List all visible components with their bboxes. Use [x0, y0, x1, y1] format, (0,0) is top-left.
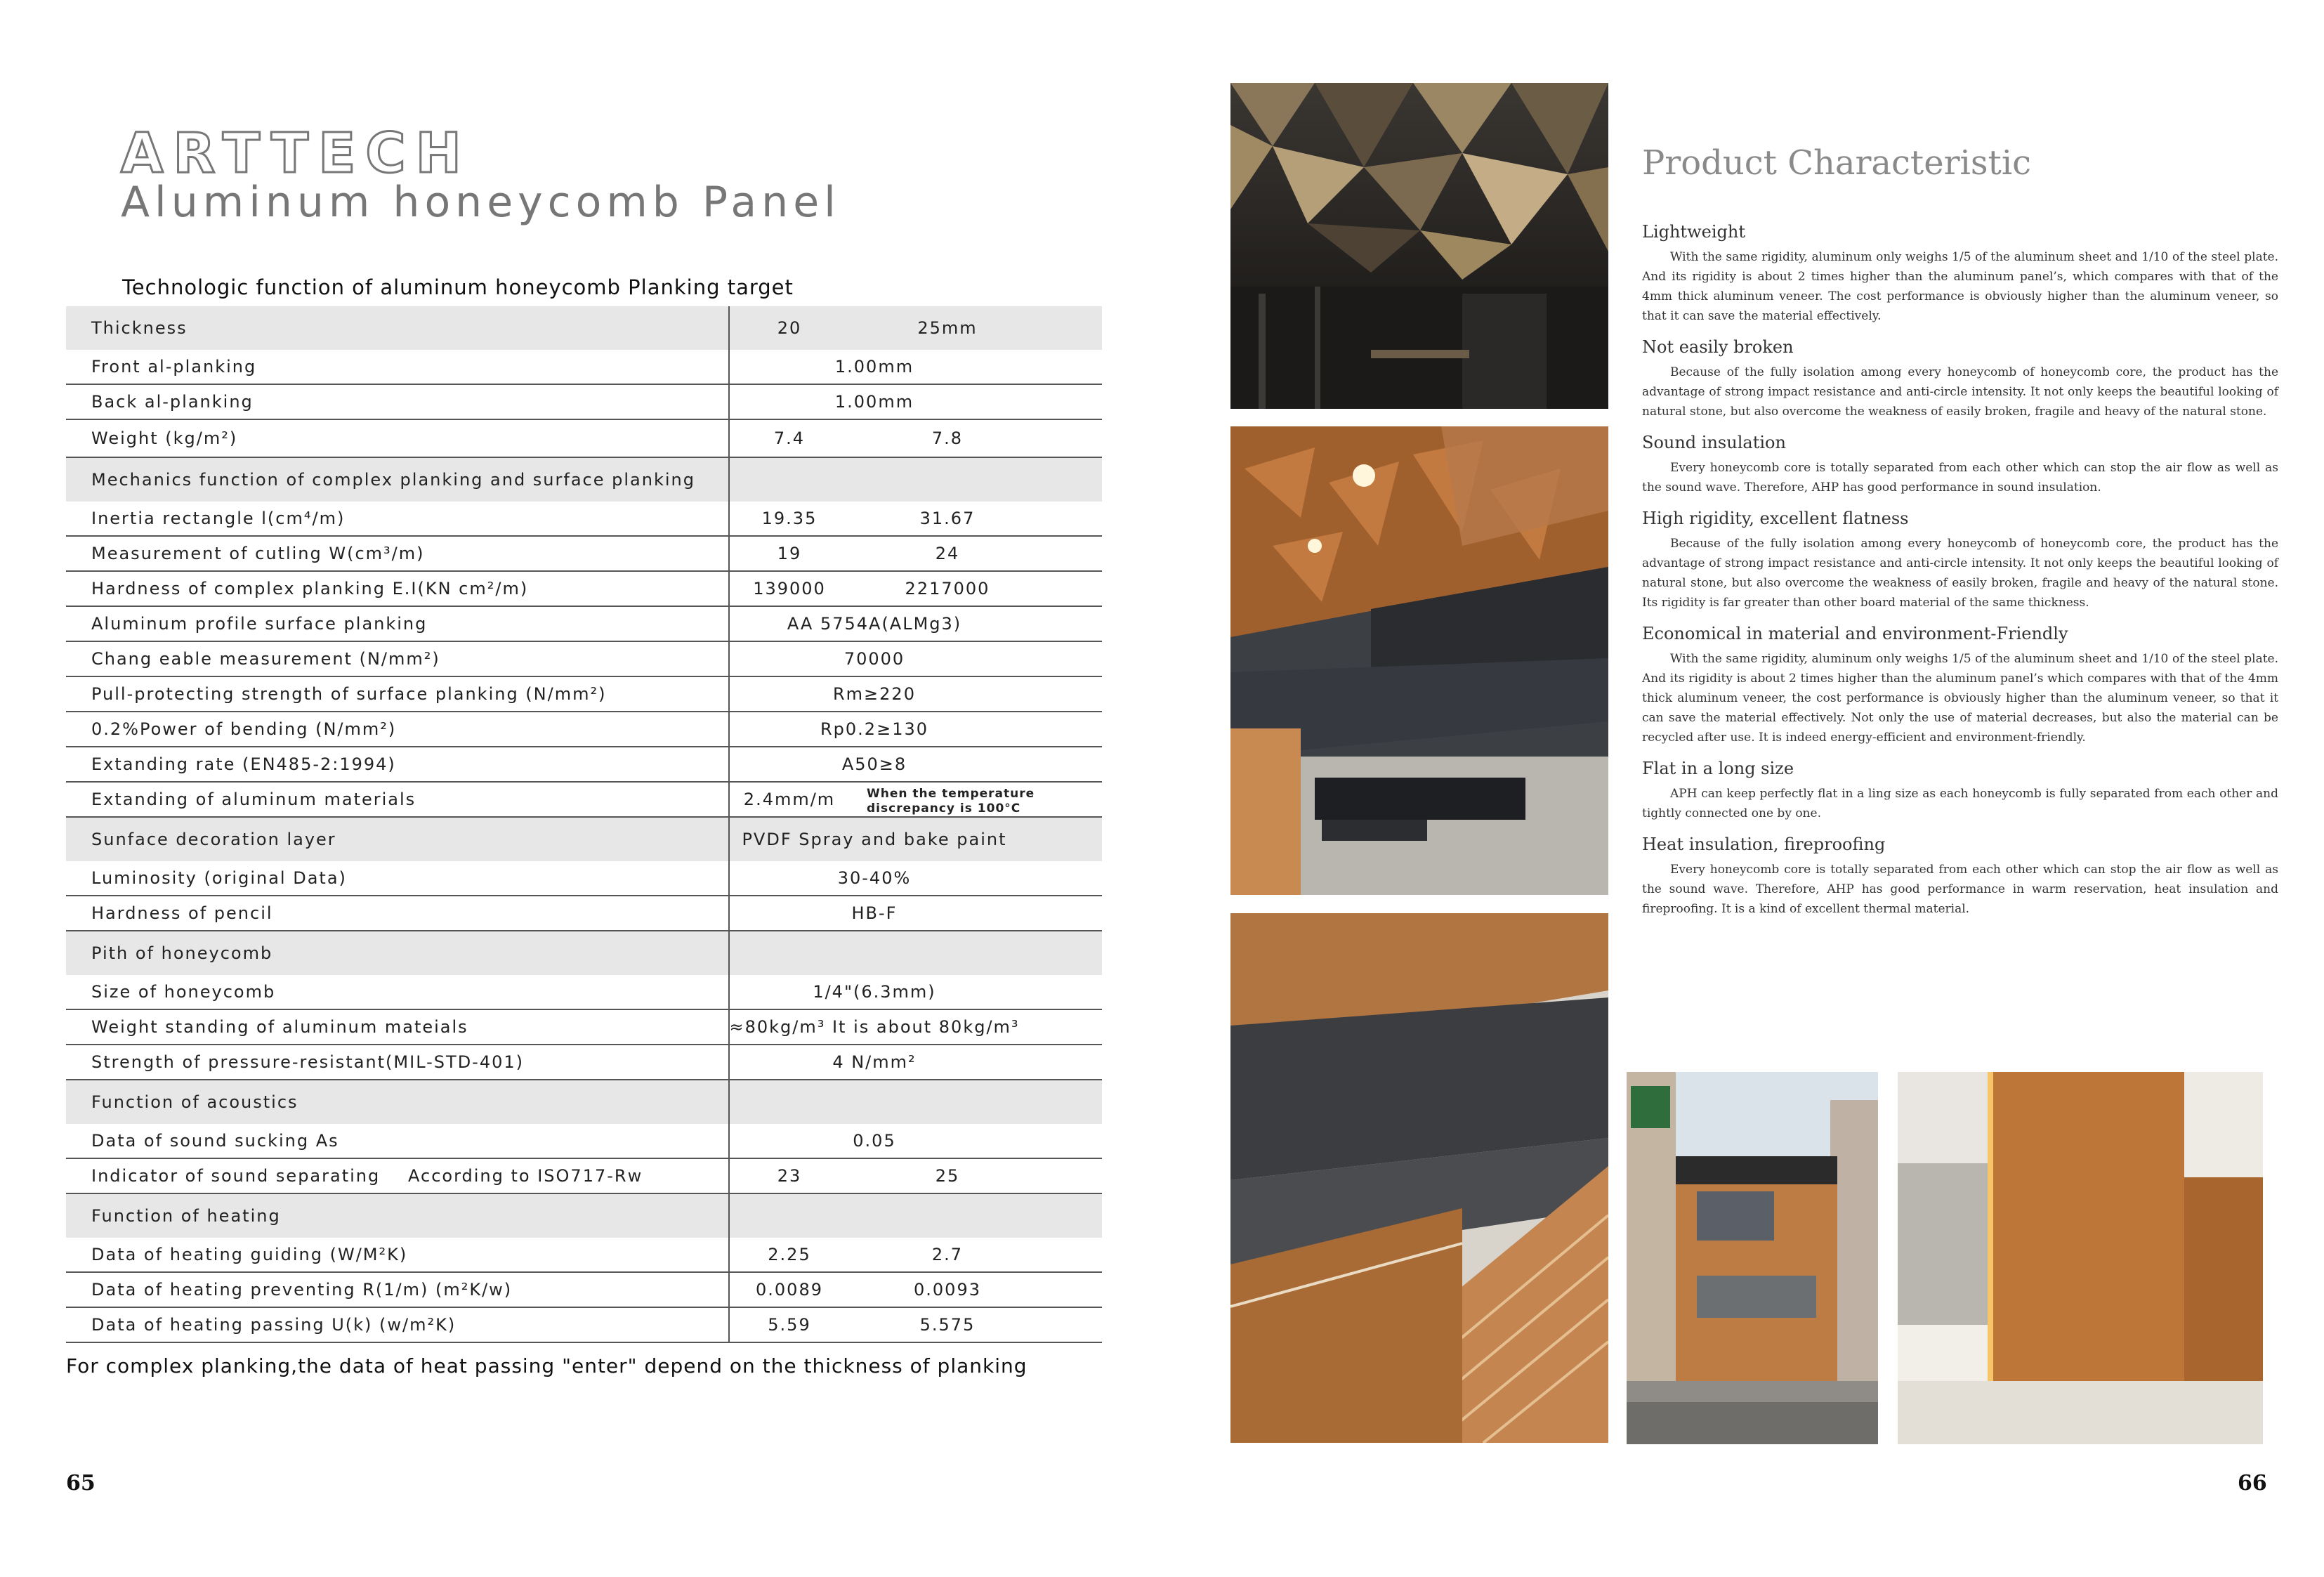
- table-row: [66, 1010, 1102, 1045]
- row-note: [867, 787, 1035, 816]
- row-label: Back al-planking: [91, 392, 254, 412]
- table-row: [66, 572, 1102, 607]
- row-label: Function of acoustics: [91, 1092, 298, 1112]
- row-label: Measurement of cutling W(cm³/m): [91, 544, 425, 563]
- table-row: [66, 1045, 1102, 1080]
- table-row: [66, 975, 1102, 1010]
- column-divider: [728, 1080, 730, 1124]
- page-number-right: 66: [2238, 1471, 2267, 1496]
- row-value-25mm: 7.8: [931, 428, 964, 448]
- table-row: [66, 350, 1102, 385]
- table-row: [66, 420, 1102, 458]
- page-number-left: 65: [66, 1471, 96, 1496]
- row-value: 1.00mm: [834, 357, 914, 377]
- row-label: Hardness of pencil: [91, 903, 273, 923]
- row-note-line: discrepancy is 100°C: [867, 801, 1021, 816]
- row-value: A50≥8: [841, 754, 907, 774]
- row-label: Front al-planking: [91, 357, 257, 377]
- characteristic-item: [1642, 509, 2278, 613]
- row-value: 1.00mm: [834, 392, 914, 412]
- characteristic-body: Every honeycomb core is totally separated from each other which can stop the air flow as well as the sound wave. Therefore, AHP has good performance in sound insulation.: [1642, 461, 2278, 495]
- row-value: Rp0.2≥130: [820, 719, 928, 739]
- row-label: Sunface decoration layer: [91, 830, 336, 849]
- table-row: [66, 1273, 1102, 1308]
- row-label: Thickness: [91, 318, 188, 338]
- spec-table: [66, 306, 1102, 1343]
- row-value: 70000: [843, 649, 905, 669]
- row-label: Hardness of complex planking E.I(KN cm²/m): [91, 579, 529, 598]
- row-label: Weight (kg/m²): [91, 428, 238, 448]
- table-row: [66, 896, 1102, 931]
- row-value-20mm: 19.35: [761, 509, 818, 528]
- table-row: [66, 712, 1102, 747]
- column-divider: [728, 458, 730, 502]
- table-section-row: [66, 818, 1102, 861]
- table-row: [66, 1159, 1102, 1194]
- characteristic-item: [1642, 759, 2278, 823]
- row-value-20mm: 19: [777, 544, 802, 563]
- row-label-secondary: According to ISO717-Rw: [408, 1166, 643, 1186]
- photo-wood-interior: [1898, 1072, 2263, 1444]
- row-value: Rm≥220: [833, 684, 916, 704]
- row-label: Extanding of aluminum materials: [91, 790, 416, 809]
- table-row: [66, 1238, 1102, 1273]
- table-section-row: [66, 931, 1102, 975]
- row-value: 0.05: [853, 1131, 896, 1151]
- row-label: Extanding rate (EN485-2:1994): [91, 754, 396, 774]
- row-label: Size of honeycomb: [91, 982, 276, 1002]
- row-value: 4 N/mm²: [832, 1052, 917, 1072]
- table-row: [66, 677, 1102, 712]
- row-label: Data of heating guiding (W/M²K): [91, 1245, 408, 1264]
- row-label: Data of heating passing U(k) (w/m²K): [91, 1315, 457, 1335]
- characteristic-body: Because of the fully isolation among every honeycomb of honeycomb core, the product has the advantage of strong impact resistance and anti-circle intensity. It not only keeps the beautiful looking of natural stone, but also overcome the weakness of easily broken, fragile and heavy of the natural stone.: [1642, 365, 2278, 419]
- row-value-20mm: 20: [777, 318, 802, 338]
- characteristic-item: [1642, 624, 2278, 747]
- row-value: 1/4"(6.3mm): [813, 982, 936, 1002]
- row-label: Data of sound sucking As: [91, 1131, 339, 1151]
- table-title: Technologic function of aluminum honeycomb Planking target: [122, 275, 794, 299]
- row-value-25mm: 5.575: [919, 1315, 976, 1335]
- row-label: Pith of honeycomb: [91, 943, 273, 963]
- row-value: 30-40%: [837, 868, 912, 888]
- row-label: Inertia rectangle l(cm⁴/m): [91, 509, 346, 528]
- brand-logo: ARTTECH: [121, 122, 471, 185]
- characteristic-body: APH can keep perfectly flat in a ling size as each honeycomb is fully separated from each other and tightly connected one by one.: [1642, 787, 2278, 820]
- table-footnote: For complex planking,the data of heat passing "enter" depend on the thickness of planking: [66, 1354, 1028, 1378]
- product-characteristic-title: Product Characteristic: [1642, 143, 2032, 183]
- table-row: [66, 1124, 1102, 1159]
- row-value-20mm: 2.25: [768, 1245, 811, 1264]
- photo-ceiling-triangles: [1230, 83, 1608, 409]
- characteristic-heading: Sound insulation: [1642, 433, 1786, 452]
- characteristic-body: Every honeycomb core is totally separated from each other which can stop the air flow as well as the sound wave. Therefore, AHP has good performance in warm reservation, heat insulation and fireproofing. It is a kind of excellent thermal material.: [1642, 863, 2278, 916]
- table-row: [66, 385, 1102, 420]
- characteristic-body: With the same rigidity, aluminum only weighs 1/5 of the aluminum sheet and 1/10 of the steel plate. And its rigidity is about 2 times higher than the aluminum panel’s, which compares with that of the 4mm thick aluminum veneer. The cost performance is obviously higher than the aluminum veneer, so that it can save the material effectively.: [1642, 250, 2278, 323]
- row-value-20mm: 139000: [753, 579, 826, 598]
- table-row: [66, 783, 1102, 818]
- photo-wood-ceiling-atrium: [1230, 426, 1608, 895]
- row-label: 0.2%Power of bending (N/mm²): [91, 719, 397, 739]
- row-label: Indicator of sound separating: [91, 1166, 381, 1186]
- table-row: [66, 747, 1102, 783]
- row-value: AA 5754A(ALMg3): [787, 614, 962, 634]
- row-label: Strength of pressure-resistant(MIL-STD-401): [91, 1052, 525, 1072]
- row-label: Mechanics function of complex planking and surface planking: [91, 470, 695, 490]
- table-row: [66, 1308, 1102, 1343]
- product-subtitle: Aluminum honeycomb Panel: [121, 178, 841, 227]
- row-value-20mm: 2.4mm/m: [743, 790, 836, 809]
- table-section-row: [66, 458, 1102, 502]
- row-value-25mm: 2.7: [931, 1245, 964, 1264]
- characteristic-heading: Economical in material and environment-Friendly: [1642, 624, 2068, 643]
- characteristic-heading: Heat insulation, fireproofing: [1642, 835, 1886, 854]
- table-row: [66, 502, 1102, 537]
- row-value-25mm: 2217000: [905, 579, 990, 598]
- characteristic-item: [1642, 835, 2278, 919]
- row-label: Function of heating: [91, 1206, 281, 1226]
- row-value: ≈80kg/m³ It is about 80kg/m³: [729, 1017, 1020, 1037]
- characteristic-item: [1642, 222, 2278, 326]
- characteristic-item: [1642, 433, 2278, 497]
- table-row: [66, 642, 1102, 677]
- row-value-20mm: 7.4: [773, 428, 806, 448]
- table-section-row: [66, 306, 1102, 350]
- column-divider: [728, 931, 730, 975]
- row-value-25mm: 24: [935, 544, 960, 563]
- row-value-25mm: 25mm: [917, 318, 978, 338]
- column-divider: [728, 1194, 730, 1238]
- row-label: Luminosity (original Data): [91, 868, 347, 888]
- table-row: [66, 607, 1102, 642]
- characteristic-body: Because of the fully isolation among every honeycomb of honeycomb core, the product has the advantage of strong impact resistance and anti-circle intensity. It not only keeps the beautiful looking of natural stone, but also overcome the weakness of easily broken, fragile and heavy of the natural stone. Its rigidity is far greater than other board material of the same thickness.: [1642, 537, 2278, 610]
- photo-building-facade: [1627, 1072, 1878, 1444]
- row-value-20mm: 0.0089: [756, 1280, 823, 1300]
- characteristics-list: [1642, 222, 2278, 930]
- table-row: [66, 537, 1102, 572]
- row-label: Chang eable measurement (N/mm²): [91, 649, 440, 669]
- row-value: HB-F: [851, 903, 898, 923]
- row-note-line: When the temperature: [867, 787, 1035, 801]
- characteristic-heading: Flat in a long size: [1642, 759, 1794, 778]
- characteristic-heading: Not easily broken: [1642, 337, 1794, 357]
- table-row: [66, 861, 1102, 896]
- row-value: PVDF Spray and bake paint: [742, 830, 1007, 849]
- row-label: Weight standing of aluminum mateials: [91, 1017, 468, 1037]
- characteristic-body: With the same rigidity, aluminum only weighs 1/5 of the aluminum sheet and 1/10 of the steel plate. And its rigidity is about 2 times higher than the aluminum panel’s which compares with that of the 4mm thick aluminum veneer, the cost performance is obviously higher than the aluminum veneer, so that it can save the material effectively. Not only the use of material decreases, but also the material can be recycled after use. It is indeed energy-efficient and environment-friendly.: [1642, 652, 2278, 745]
- characteristic-heading: High rigidity, excellent flatness: [1642, 509, 1909, 528]
- photo-wood-staircase: [1230, 913, 1608, 1443]
- row-value-25mm: 0.0093: [914, 1280, 981, 1300]
- characteristic-heading: Lightweight: [1642, 222, 1745, 242]
- row-value-20mm: 23: [777, 1166, 802, 1186]
- table-section-row: [66, 1080, 1102, 1124]
- row-value-25mm: 25: [935, 1166, 960, 1186]
- row-value-25mm: 31.67: [919, 509, 976, 528]
- characteristic-item: [1642, 337, 2278, 421]
- row-label: Pull-protecting strength of surface planking (N/mm²): [91, 684, 607, 704]
- row-value-20mm: 5.59: [768, 1315, 811, 1335]
- table-section-row: [66, 1194, 1102, 1238]
- row-label: Data of heating preventing R(1/m) (m²K/w): [91, 1280, 513, 1300]
- row-label: Aluminum profile surface planking: [91, 614, 428, 634]
